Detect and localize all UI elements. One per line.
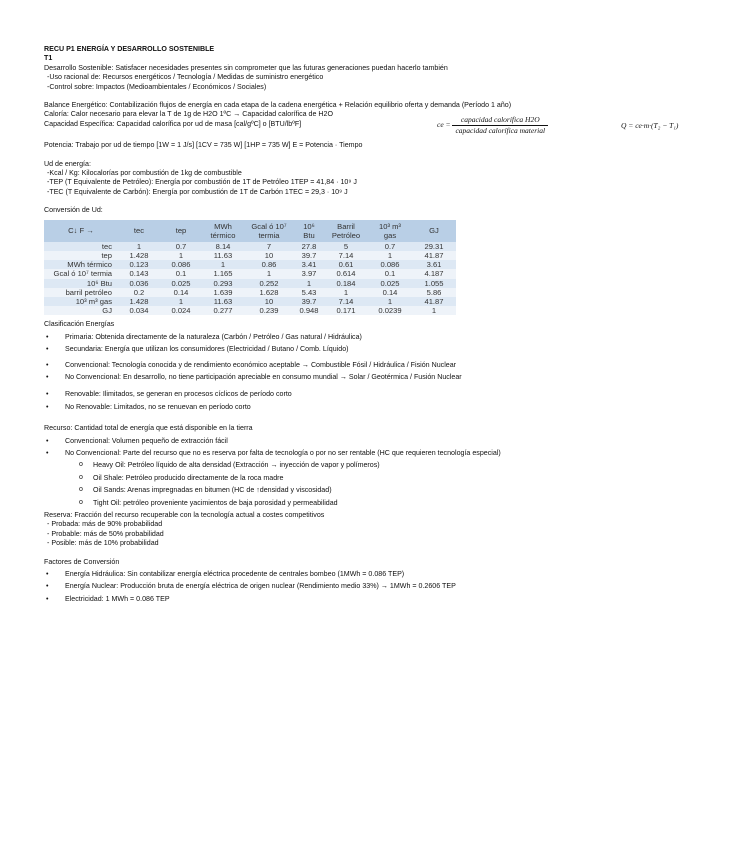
- control-line: -Control sobre: Impactos (Medioambientales / Económicos / Sociales): [47, 82, 267, 91]
- table-row: [44, 269, 456, 278]
- conversion-cell: 1: [324, 288, 368, 297]
- conversion-cell: 11.63: [202, 251, 244, 260]
- recurso-oil-shale: o Oil Shale: Petróleo producido directamente de la roca madre: [44, 474, 724, 483]
- factores-hidraulica: • Energía Hidráulica: Sin contabilizar energía eléctrica procedente de centrales bombeo (1MWh = 0.086 TEP): [44, 570, 724, 579]
- clasificacion-no-convencional: • No Convencional: En desarrollo, no tiene participación apreciable en consumo mundial → Solar / Geotérmica / Fusión Nuclear: [44, 373, 724, 382]
- conversion-cell: 5.86: [412, 288, 456, 297]
- conversion-cell: 1.055: [412, 279, 456, 288]
- conversion-cell: 4.187: [412, 269, 456, 278]
- conversion-row-label: Gcal ó 10⁷ termia: [44, 269, 118, 278]
- conversion-cell: 0.7: [368, 242, 412, 251]
- clasificacion-primaria: • Primaria: Obtenida directamente de la naturaleza (Carbón / Petróleo / Gas natural / Hidráulica): [44, 333, 724, 342]
- formula-q: Q = ce·m·(T₂ − T₁): [621, 121, 679, 131]
- conversion-column-header: GJ: [412, 220, 456, 242]
- conversion-cell: 0.123: [118, 260, 160, 269]
- conversion-cell: 0.277: [202, 306, 244, 315]
- conversion-cell: 1: [244, 269, 294, 278]
- document-title: RECU P1 ENERGÍA Y DESARROLLO SOSTENIBLE: [44, 45, 215, 53]
- conversion-cell: 7.14: [324, 297, 368, 306]
- balance-section: [44, 101, 724, 151]
- conversion-cell: 0.2: [118, 288, 160, 297]
- conversion-cell: 1: [160, 297, 202, 306]
- conversion-cell: 39.7: [294, 297, 324, 306]
- conversion-cell: 0.025: [368, 279, 412, 288]
- conversion-cell: 0.034: [118, 306, 160, 315]
- conversion-cell: 41.87: [412, 251, 456, 260]
- conversion-cell: 5: [324, 242, 368, 251]
- conversion-cell: 0.1: [160, 269, 202, 278]
- conversion-cell: 0.184: [324, 279, 368, 288]
- conversion-row-label: barril petróleo: [44, 288, 118, 297]
- table-row: [44, 297, 456, 306]
- conversion-column-header: Gcal ó 10⁷ termia: [244, 220, 294, 242]
- conversion-cell: 3.97: [294, 269, 324, 278]
- conversion-cell: 10: [244, 251, 294, 260]
- conversion-cell: 1.628: [244, 288, 294, 297]
- table-row: [44, 260, 456, 269]
- document-subtitle: T1: [44, 54, 53, 63]
- uso-line: -Uso racional de: Recursos energéticos / Tecnología / Medidas de suministro energético: [47, 73, 324, 82]
- document-page: [44, 45, 724, 607]
- conversion-cell: 1.165: [202, 269, 244, 278]
- conversion-cell: 7: [244, 242, 294, 251]
- conversion-cell: 10: [244, 297, 294, 306]
- formula-ce-denominator: capacidad calorífica material: [455, 126, 546, 136]
- conversion-cell: 0.948: [294, 306, 324, 315]
- ud-kcal: -Kcal / Kg: Kilocalorías por combustión de 1kg de combustible: [47, 169, 242, 178]
- clasificacion-no-renovable: • No Renovable: Limitados, no se renuevan en período corto: [44, 403, 724, 412]
- recurso-convencional: • Convencional: Volumen pequeño de extracción fácil: [44, 437, 724, 446]
- conversion-cell: 0.024: [160, 306, 202, 315]
- conversion-cell: 1: [412, 306, 456, 315]
- factores-electricidad: • Electricidad: 1 MWh = 0.086 TEP: [44, 595, 724, 604]
- conversion-cell: 0.14: [368, 288, 412, 297]
- conversion-row-label: MWh térmico: [44, 260, 118, 269]
- conversion-cell: 0.252: [244, 279, 294, 288]
- recurso-heavy-oil: o Heavy Oil: Petróleo líquido de alta densidad (Extracción → inyección de vapor y polímeros): [44, 461, 724, 470]
- sostenible-line: Desarrollo Sostenible: Satisfacer necesidades presentes sin comprometer que las futuras generaciones puedan hacerlo también: [44, 63, 448, 72]
- reserva-posible: - Posible: más de 10% probabilidad: [47, 539, 159, 548]
- formula-ce-fraction: [452, 115, 548, 136]
- conversion-cell: 11.63: [202, 297, 244, 306]
- conversion-cell: 1.428: [118, 251, 160, 260]
- balance-line: Balance Energético: Contabilización flujos de energía en cada etapa de la cadena energética + Relación equilibrio oferta y demanda (Período 1 año): [44, 101, 512, 110]
- table-row: [44, 242, 456, 251]
- conversion-cell: 8.14: [202, 242, 244, 251]
- conversion-cell: 29.31: [412, 242, 456, 251]
- ud-tec: -TEC (T Equivalente de Carbón): Energía por combustión de 1T de Carbón 1TEC = 29,3 · 10⁹ J: [47, 187, 348, 196]
- conversion-column-header: MWh térmico: [202, 220, 244, 242]
- conversion-cell: 0.7: [160, 242, 202, 251]
- conversion-cell: 39.7: [294, 251, 324, 260]
- conversion-cell: 0.14: [160, 288, 202, 297]
- conversion-cell: 1.639: [202, 288, 244, 297]
- caloria-line: Caloría: Calor necesario para elevar la T de 1g de H2O 1ºC → Capacidad calorífica de H2O: [44, 110, 333, 119]
- conversion-cell: 0.1: [368, 269, 412, 278]
- conversion-column-header: tec: [118, 220, 160, 242]
- table-row: [44, 251, 456, 260]
- formula-ce: [437, 115, 548, 136]
- conversion-column-header: 10³ m³ gas: [368, 220, 412, 242]
- reserva-probable: - Probable: más de 50% probabilidad: [47, 529, 164, 538]
- conversion-cell: 0.239: [244, 306, 294, 315]
- conversion-cell: 1: [368, 297, 412, 306]
- conversion-cell: 1: [202, 260, 244, 269]
- conversion-heading: Conversión de Ud:: [44, 206, 103, 215]
- reserva-probada: - Probada: más de 90% probabilidad: [47, 520, 163, 529]
- conversion-row-label: 10⁶ Btu: [44, 279, 118, 288]
- conversion-cell: 0.086: [160, 260, 202, 269]
- conversion-cell: 1: [294, 279, 324, 288]
- conversion-cell: 41.87: [412, 297, 456, 306]
- conversion-cell: 0.025: [160, 279, 202, 288]
- recurso-heading: Recurso: Cantidad total de energía que está disponible en la tierra: [44, 424, 253, 433]
- recurso-tight-oil: o Tight Oil: petróleo proveniente yacimientos de baja porosidad y permeabilidad: [44, 499, 724, 508]
- formula-ce-lhs: ce =: [437, 120, 451, 130]
- conversion-cell: 0.171: [324, 306, 368, 315]
- conversion-column-header: 10⁶ Btu: [294, 220, 324, 242]
- reserva-line: Reserva: Fracción del recurso recuperable con la tecnología actual a costes competitivos: [44, 511, 325, 519]
- conversion-row-label: GJ: [44, 306, 118, 315]
- recurso-no-convencional: • No Convencional: Parte del recurso que no es reserva por falta de tecnología o por no ser rentable (HC que requieren tecnología especial): [44, 449, 724, 458]
- table-row: [44, 306, 456, 315]
- conversion-cell: 0.0239: [368, 306, 412, 315]
- conversion-table: [44, 220, 456, 316]
- capacidad-line: Capacidad Específica: Capacidad calorífica por ud de masa [cal/gºC] o [BTU/lbºF]: [44, 119, 302, 128]
- conversion-cell: 1: [368, 251, 412, 260]
- conversion-cell: 5.43: [294, 288, 324, 297]
- conversion-header-row: [44, 220, 456, 242]
- table-row: [44, 279, 456, 288]
- conversion-row-label: 10³ m³ gas: [44, 297, 118, 306]
- conversion-cell: 0.86: [244, 260, 294, 269]
- conversion-cell: 7.14: [324, 251, 368, 260]
- clasificacion-renovable: • Renovable: Ilimitados, se generan en procesos cíclicos de período corto: [44, 390, 724, 399]
- clasificacion-heading: Clasificación Energías: [44, 320, 115, 329]
- ud-heading: Ud de energía:: [44, 159, 91, 168]
- conversion-cell: 0.143: [118, 269, 160, 278]
- potencia-line: Potencia: Trabajo por ud de tiempo [1W = 1 J/s] [1CV = 735 W] [1HP = 735 W] E = Potencia · Tiempo: [44, 141, 363, 150]
- conversion-corner-cell: C↓ F →: [44, 220, 118, 242]
- conversion-cell: 1: [118, 242, 160, 251]
- conversion-row-label: tep: [44, 251, 118, 260]
- conversion-cell: 1.428: [118, 297, 160, 306]
- conversion-column-header: Barril Petróleo: [324, 220, 368, 242]
- ud-tep: -TEP (T Equivalente de Petróleo): Energía por combustión de 1T de Petróleo 1TEP = 41,84 · 10⁹ J: [47, 178, 357, 187]
- table-row: [44, 288, 456, 297]
- conversion-cell: 3.61: [412, 260, 456, 269]
- factores-nuclear: • Energía Nuclear: Producción bruta de energía eléctrica de origen nuclear (Rendimiento medio 33%) → 1MWh = 0.2606 TEP: [44, 582, 724, 591]
- conversion-table-body: [44, 242, 456, 316]
- recurso-oil-sands: o Oil Sands: Arenas impregnadas en bitumen (HC de ↑densidad y viscosidad): [44, 486, 724, 495]
- conversion-cell: 0.61: [324, 260, 368, 269]
- formula-ce-numerator: capacidad calorífica H2O: [452, 115, 548, 126]
- clasificacion-convencional: • Convencional: Tecnología conocida y de rendimiento económico aceptable → Combustible Fósil / Hidráulica / Fisión Nuclear: [44, 361, 724, 370]
- conversion-cell: 0.614: [324, 269, 368, 278]
- conversion-column-header: tep: [160, 220, 202, 242]
- factores-heading: Factores de Conversión: [44, 557, 120, 566]
- conversion-cell: 27.8: [294, 242, 324, 251]
- clasificacion-secundaria: • Secundaria: Energía que utilizan los consumidores (Electricidad / Butano / Comb. Líquido): [44, 345, 724, 354]
- conversion-cell: 0.086: [368, 260, 412, 269]
- conversion-cell: 0.293: [202, 279, 244, 288]
- conversion-row-label: tec: [44, 242, 118, 251]
- conversion-cell: 3.41: [294, 260, 324, 269]
- conversion-cell: 1: [160, 251, 202, 260]
- conversion-cell: 0.036: [118, 279, 160, 288]
